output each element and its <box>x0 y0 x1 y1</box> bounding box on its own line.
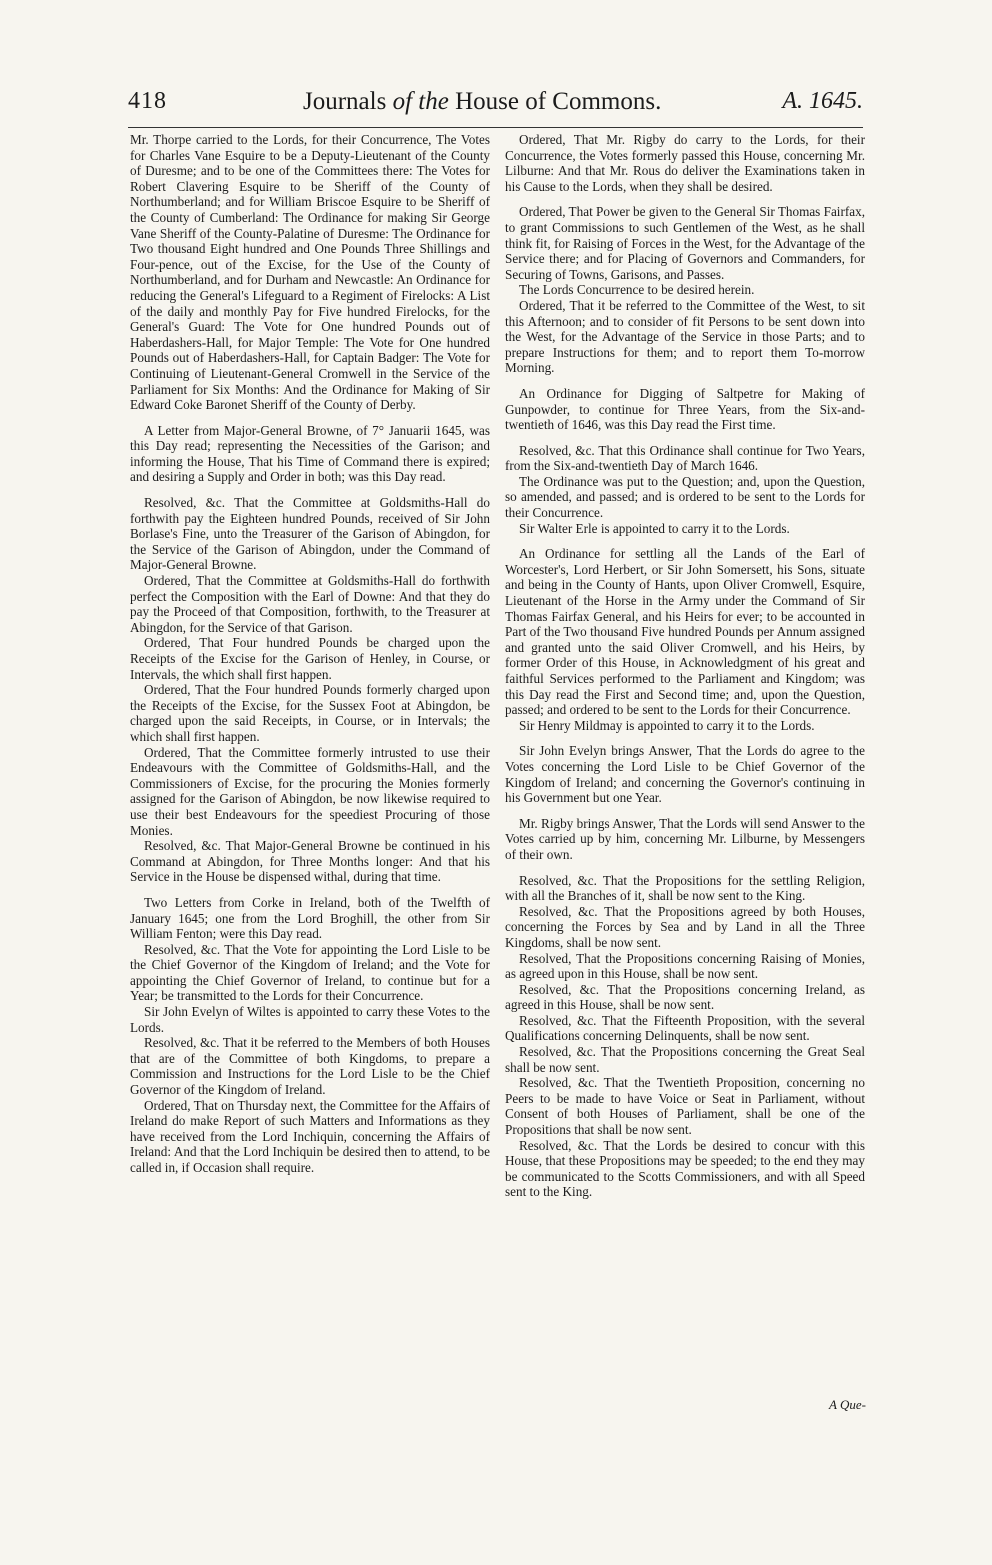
paragraph: Resolved, That the Propositions concerning Raising of Monies, as agreed upon in this House, shall be now sent. <box>505 950 865 982</box>
paragraph: Ordered, That the Committee formerly intrusted to use their Endeavours with the Committee of Goldsmiths-Hall, and the Commissioners of Excise, for the procuring the Monies formerly assigned for the Garison of Abingdon, be now likewise required to use their best Endeavours for the speediest Procuring of those Monies. <box>130 744 490 838</box>
paragraph: Resolved, &c. That the Propositions concerning Ireland, as agreed in this House, shall be now sent. <box>505 981 865 1013</box>
paragraph: Resolved, &c. That the Propositions concerning the Great Seal shall be now sent. <box>505 1044 865 1075</box>
paragraph: Resolved, &c. That the Vote for appointing the Lord Lisle to be the Chief Governor of the Kingdom of Ireland; and the Vote for appointing the Chief Governor of Ireland, to continue but for a Year; be transmitted to the Lords for their Concurrence. <box>130 941 490 1004</box>
paragraph: An Ordinance for Digging of Saltpetre for Making of Gunpowder, to continue for Three Years, from the Six-and-twentieth of 1646, was this Day read the First time. <box>505 385 865 433</box>
page-title <box>303 88 661 116</box>
paragraph: Resolved, &c. That the Twentieth Proposition, concerning no Peers to be made to have Voice or Seat in Parliament, without Consent of both Houses of Parliament, shall be one of the Propositions that shall be now sent. <box>505 1075 865 1138</box>
paragraph: Resolved, &c. That the Propositions for the settling Religion, with all the Branches of it, shall be now sent to the King. <box>505 872 865 904</box>
paragraph: Resolved, &c. That Major-General Browne be continued in his Command at Abingdon, for Three Months longer: And that his Service in the House be dispensed withal, during that time. <box>130 838 490 885</box>
paragraph: Resolved, &c. That the Propositions agreed by both Houses, concerning the Forces by Sea and by Land in all the Three Kingdoms, shall be now sent. <box>505 903 865 950</box>
left-column <box>130 132 490 1176</box>
paragraph: Ordered, That on Thursday next, the Committee for the Affairs of Ireland do make Report of such Matters and Informations as they have received from the Lord Inchiquin, concerning the Affairs of Ireland: And that the Lord Inchiquin be desired then to attend, to be called in, if Occasion shall require. <box>130 1097 490 1175</box>
paragraph: Ordered, That Mr. Rigby do carry to the Lords, for their Concurrence, the Votes formerly passed this House, concerning Mr. Lilburne: And that Mr. Rous do deliver the Examinations taken in his Cause to the Lords, when they shall be desired. <box>505 132 865 194</box>
page-number: 418 <box>128 88 167 114</box>
paragraph: Ordered, That Power be given to the General Sir Thomas Fairfax, to grant Commissions to such Gentlemen of the West, as he shall think fit, for Raising of Forces in the West, for the Advantage of the Service there; and for Placing of Governors and Commanders, for Securing of Towns, Garisons, and Passes. <box>505 204 865 282</box>
paragraph: Sir Henry Mildmay is appointed to carry it to the Lords. <box>519 717 815 733</box>
paragraph: Mr. Rigby brings Answer, That the Lords will send Answer to the Votes carried up by him, concerning Mr. Lilburne, by Messengers of their own. <box>505 815 865 862</box>
paragraph: Ordered, That the Four hundred Pounds formerly charged upon the Receipts of the Excise, for the Sussex Foot at Abingdon, be charged upon the said Receipts, in Course, or in Intervals; the which shall first happen. <box>130 682 490 744</box>
paragraph: Sir John Evelyn brings Answer, That the Lords do agree to the Votes concerning the Lord Lisle to be Chief Governor of the Kingdom of Ireland; and concerning the Governor's continuing in his Government but one Year. <box>505 743 865 806</box>
paragraph: Ordered, That Four hundred Pounds be charged upon the Receipts of the Excise for the Garison of Henley, in Course, or Intervals, the which shall first happen. <box>130 635 490 682</box>
paragraph: Resolved, &c. That this Ordinance shall continue for Two Years, from the Six-and-twentieth Day of March 1646. <box>505 442 865 474</box>
paragraph: Two Letters from Corke in Ireland, both of the Twelfth of January 1645; one from the Lord Broghill, the other from Sir William Fenton; were this Day read. <box>130 894 490 942</box>
header-rule <box>128 127 863 128</box>
right-column <box>505 132 865 1200</box>
paragraph: Sir John Evelyn of Wiltes is appointed to carry these Votes to the Lords. <box>130 1004 490 1035</box>
paragraph: Ordered, That the Committee at Goldsmiths-Hall do forthwith perfect the Composition with the Earl of Downe: And that they do pay the Proceed of that Composition, forthwith, to the Treasurer at Abingdon, for the Service of that Garison. <box>130 573 490 635</box>
paragraph: Resolved, &c. That the Lords be desired to concur with this House, that these Propositions may be speeded; to the end they may be communicated to the Scotts Commissioners, and with all Speed sent to the King. <box>505 1137 865 1200</box>
title-part-1: Journals <box>303 88 393 115</box>
catchword: A Que- <box>829 1397 866 1412</box>
paragraph: Resolved, &c. That the Committee at Goldsmiths-Hall do forthwith pay the Eighteen hundred Pounds, received of Sir John Borlase's Fine, unto the Treasurer of the Garison of Abingdon, for the Service of the Garison of Abingdon, under the Command of Major-General Browne. <box>130 495 490 573</box>
paragraph: A Letter from Major-General Browne, of 7° Januarii 1645, was this Day read; representing the Necessities of the Garison; and informing the House, That his Time of Command there is expired; and desiring a Supply and Order in both; was this Day read. <box>130 422 490 485</box>
paragraph: An Ordinance for settling all the Lands of the Earl of Worcester's, Lord Herbert, or Sir John Somersett, his Sons, situate and being in the County of Hants, upon Oliver Cromwell, Esquire, Lieutenant of the Horse in the Army under the Command of Sir Thomas Fairfax General, and his Heirs for ever; to be accounted in Part of the Two thousand Five hundred Pounds per Annum assigned and granted unto the said Oliver Cromwell, and his Heirs, by former Order of this House, in Acknowledgment of his great and faithful Services performed to the Parliament and Kingdom; was this Day read the First and Second time; and, upon the Question, passed; and ordered to be sent to the Lords for their Concurrence. <box>505 546 865 718</box>
paragraph: Mr. Thorpe carried to the Lords, for their Concurrence, The Votes for Charles Vane Esquire to be a Deputy-Lieutenant of the County of Duresme; and to be one of the Committees there: The Votes for Robert Clavering Esquire to be Sheriff of the County of Northumberland; and for William Briscoe Esquire to be Sheriff of the County of Cumberland: The Ordinance for making Sir George Vane Sheriff of the County-Palatine of Duresme: The Ordinance for Two thousand Eight hundred and One Pounds Three Shillings and Four-pence, out of the Excise, for the Use of the County of Northumberland, and for Durham and Newcastle: An Ordinance for reducing the General's Lifeguard to a Regiment of Firelocks: A List of the daily and monthly Pay for Five hundred Firelocks, for the General's Guard: The Vote for One hundred Pounds out of Haberdashers-Hall, for Major Temple: The Vote for One hundred Pounds out of Haberdashers-Hall, for Captain Badger: The Vote for Continuing of Lieutenant-General Cromwell in the Service of the Parliament for Six Months: And the Ordinance for Making of Sir Edward Coke Baronet Sheriff of the County of Derby. <box>130 132 490 413</box>
page-year: A. 1645. <box>782 88 863 114</box>
paragraph: Resolved, &c. That the Fifteenth Proposition, with the several Qualifications concerning Delinquents, shall be now sent. <box>505 1012 865 1044</box>
paragraph: Ordered, That it be referred to the Committee of the West, to sit this Afternoon; and to consider of fit Persons to be sent down into the West, for the Advantage of the Service in those Parts; and to prepare Instructions for them; and to report them To-morrow Morning. <box>505 297 865 376</box>
title-part-2: of the <box>392 88 456 115</box>
paragraph: Resolved, &c. That it be referred to the Members of both Houses that are of the Committee of both Kingdoms, to prepare a Commission and Instructions for the Lord Lisle to be the Chief Governor of the Kingdom of Ireland. <box>130 1035 490 1098</box>
paragraph: The Ordinance was put to the Question; and, upon the Question, so amended, and passed; and is ordered to be sent to the Lords for their Concurrence. <box>505 473 865 521</box>
title-part-3: House of Commons. <box>455 88 662 115</box>
page-header <box>128 88 863 128</box>
paragraph: The Lords Concurrence to be desired herein. <box>519 282 755 298</box>
paragraph: Sir Walter Erle is appointed to carry it to the Lords. <box>519 520 790 536</box>
